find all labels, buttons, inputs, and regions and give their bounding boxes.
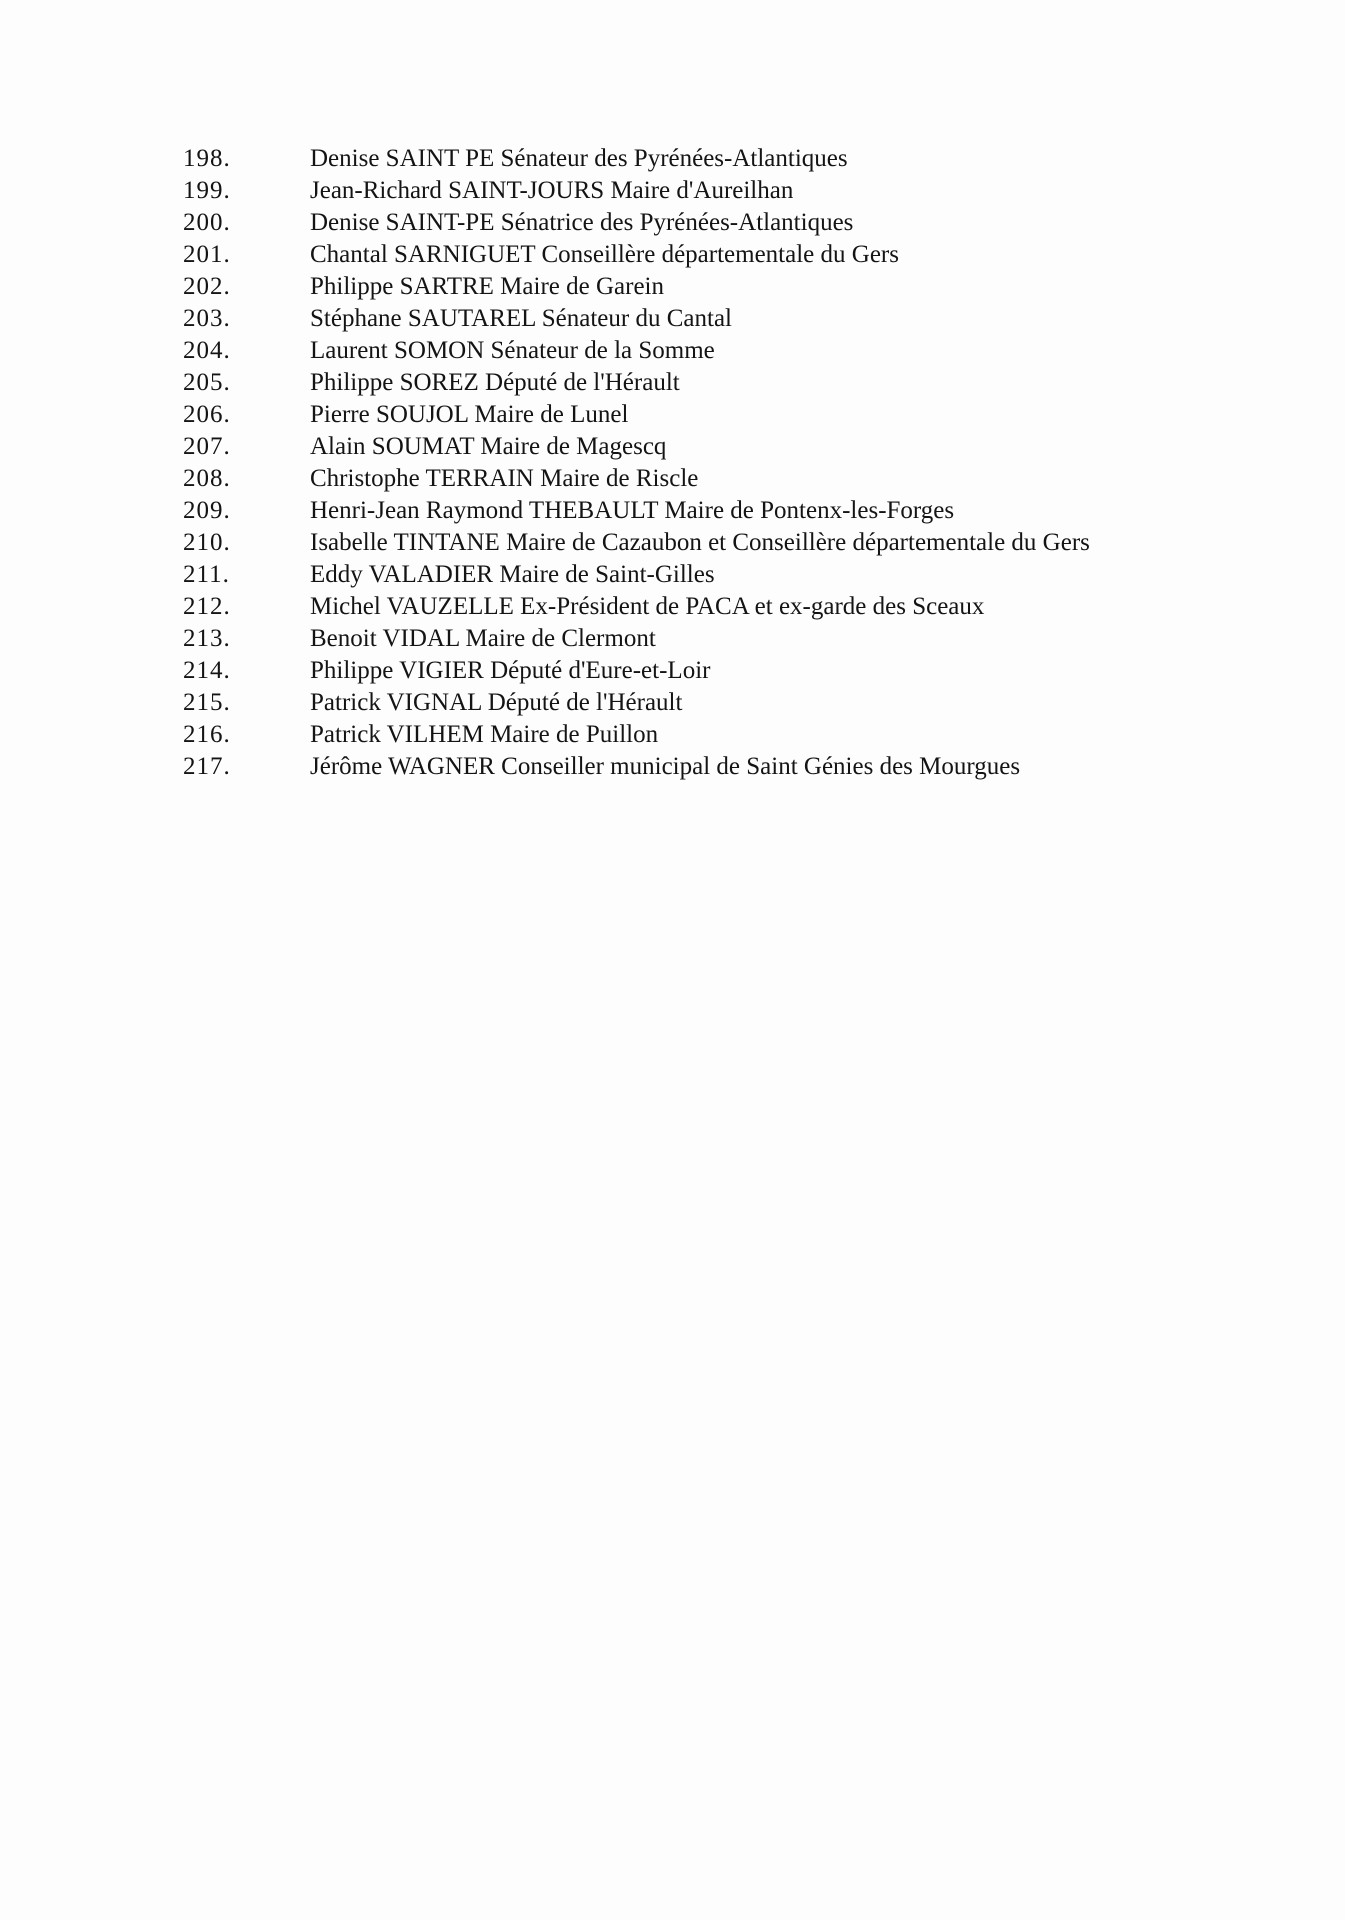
entry-number: 210.	[183, 529, 231, 556]
list-item	[0, 623, 1345, 655]
entry-text: Philippe VIGIER Député d'Eure-et-Loir	[310, 657, 711, 684]
list-item	[0, 271, 1345, 303]
entry-number: 200.	[183, 209, 231, 236]
list-item	[0, 143, 1345, 175]
entry-text: Stéphane SAUTAREL Sénateur du Cantal	[310, 305, 732, 332]
entry-text: Eddy VALADIER Maire de Saint-Gilles	[310, 561, 715, 588]
list-item	[0, 719, 1345, 751]
entry-number: 217.	[183, 753, 231, 780]
list-item	[0, 239, 1345, 271]
entry-text: Chantal SARNIGUET Conseillère départementale du Gers	[310, 241, 899, 268]
list-item	[0, 207, 1345, 239]
entry-text: Isabelle TINTANE Maire de Cazaubon et Conseillère départementale du Gers	[310, 529, 1090, 556]
entry-number: 212.	[183, 593, 231, 620]
list-item	[0, 687, 1345, 719]
entry-number: 206.	[183, 401, 231, 428]
entry-number: 211.	[183, 561, 230, 588]
list-item	[0, 655, 1345, 687]
list-item	[0, 303, 1345, 335]
entry-text: Henri-Jean Raymond THEBAULT Maire de Pontenx-les-Forges	[310, 497, 955, 524]
signatory-list	[0, 143, 1345, 783]
list-item	[0, 399, 1345, 431]
list-item	[0, 367, 1345, 399]
entry-number: 207.	[183, 433, 231, 460]
entry-number: 202.	[183, 273, 231, 300]
entry-text: Pierre SOUJOL Maire de Lunel	[310, 401, 629, 428]
entry-text: Denise SAINT PE Sénateur des Pyrénées-Atlantiques	[310, 145, 848, 172]
entry-text: Jérôme WAGNER Conseiller municipal de Saint Génies des Mourgues	[310, 753, 1021, 780]
entry-number: 199.	[183, 177, 231, 204]
list-item	[0, 559, 1345, 591]
entry-number: 204.	[183, 337, 231, 364]
entry-number: 205.	[183, 369, 231, 396]
entry-number: 198.	[183, 145, 231, 172]
entry-text: Philippe SOREZ Député de l'Hérault	[310, 369, 680, 396]
entry-number: 215.	[183, 689, 231, 716]
list-item	[0, 527, 1345, 559]
entry-text: Jean-Richard SAINT-JOURS Maire d'Aureilhan	[310, 177, 794, 204]
entry-number: 208.	[183, 465, 231, 492]
entry-number: 213.	[183, 625, 231, 652]
entry-text: Christophe TERRAIN Maire de Riscle	[310, 465, 699, 492]
entry-text: Philippe SARTRE Maire de Garein	[310, 273, 664, 300]
list-item	[0, 463, 1345, 495]
entry-text: Patrick VIGNAL Député de l'Hérault	[310, 689, 683, 716]
list-item	[0, 335, 1345, 367]
list-item	[0, 495, 1345, 527]
list-item	[0, 175, 1345, 207]
entry-number: 209.	[183, 497, 231, 524]
entry-text: Denise SAINT-PE Sénatrice des Pyrénées-Atlantiques	[310, 209, 854, 236]
list-item	[0, 431, 1345, 463]
entry-number: 201.	[183, 241, 231, 268]
list-item	[0, 591, 1345, 623]
entry-text: Michel VAUZELLE Ex-Président de PACA et ex-garde des Sceaux	[310, 593, 985, 620]
entry-number: 203.	[183, 305, 231, 332]
entry-text: Benoit VIDAL Maire de Clermont	[310, 625, 656, 652]
list-item	[0, 751, 1345, 783]
entry-text: Laurent SOMON Sénateur de la Somme	[310, 337, 715, 364]
entry-number: 216.	[183, 721, 231, 748]
entry-text: Patrick VILHEM Maire de Puillon	[310, 721, 659, 748]
entry-text: Alain SOUMAT Maire de Magescq	[310, 433, 667, 460]
entry-number: 214.	[183, 657, 231, 684]
